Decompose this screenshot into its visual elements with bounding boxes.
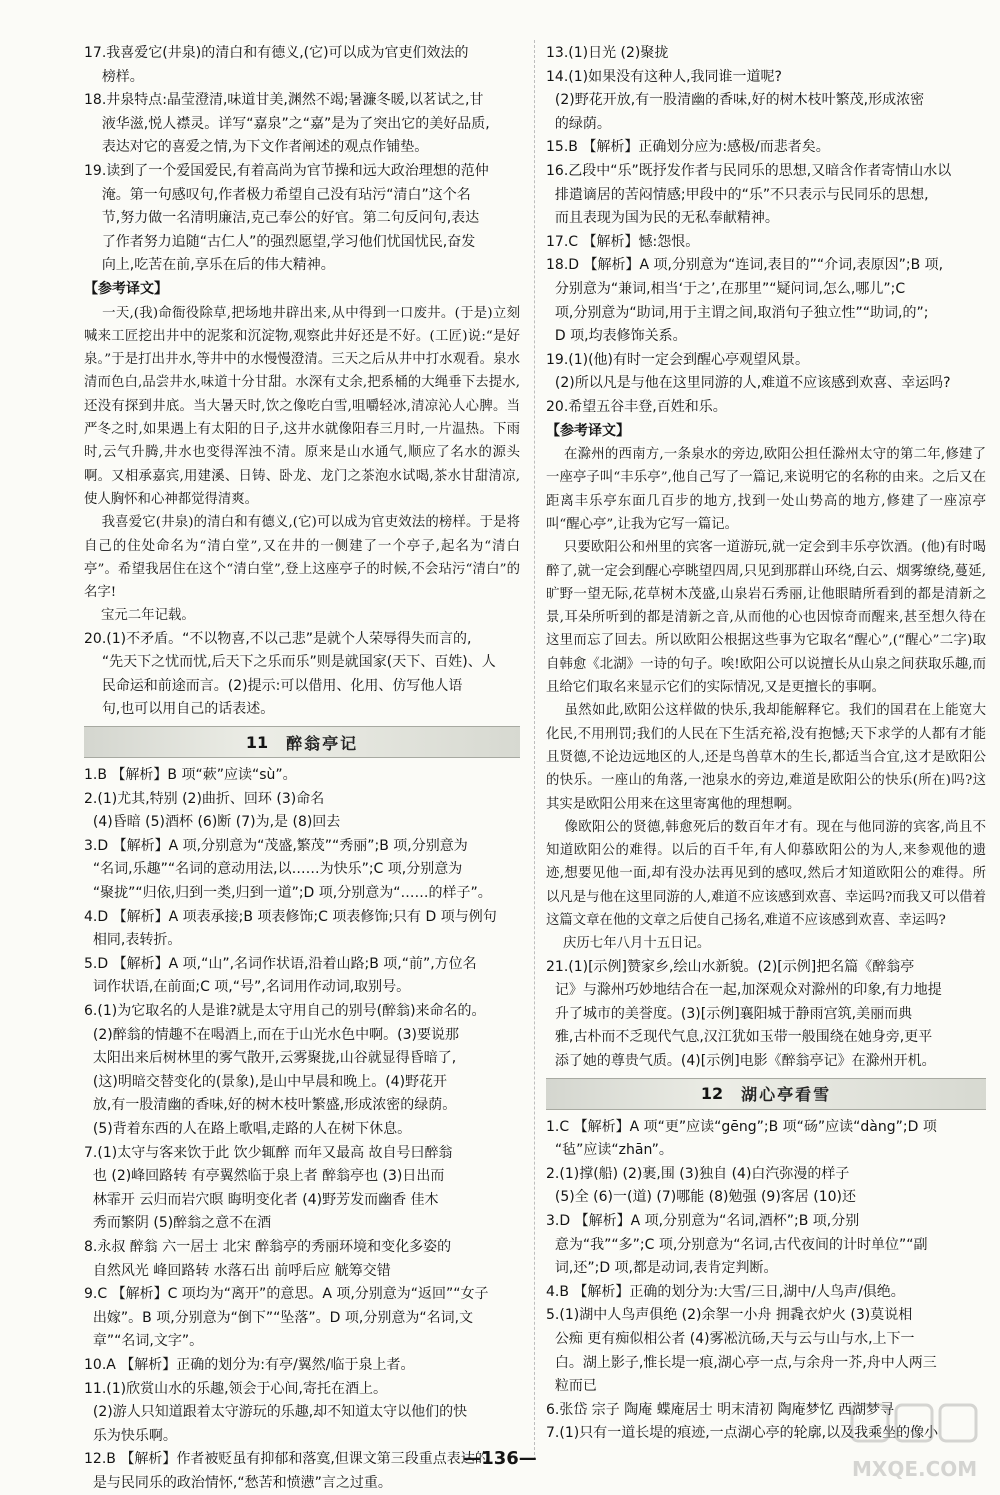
answer-20: 20.(1)不矛盾。“不以物喜,不以己悲”是就个人荣辱得失而言的, “先天下之忧而忧,后天下之乐而乐”则是就国家(天下、百姓)、人 民命运和前途而言。(2)提示:可以借用、化用、仿写他人语 句,也可以用自己的话表述。 [84,630,496,718]
section-header-11 [84,726,520,758]
column-divider [534,40,535,1460]
section-number: 12 [700,1084,724,1104]
right-column [546,42,986,1446]
answers-section-12: 1.C 【解析】A 项“更”应读“gēng”;B 项“砀”应读“dàng”;D 项 “毡”应读“zhān”。 2.(1)撑(船) (2)裹,围 (3)独自 (4)白汽弥漫的样子 (5)全 (6)一(道) (7)哪能 (8)勉强 (9)客居 (10)还 3.D 【解析】A 项,分别意为“名词,酒杯”;B 项,分别 意为“我”“多”;C 项,分别意为“名词,古代夜间的计时单位”“副 词,还”;D 项,都是动词,表肯定判断。 4.B 【解析】正确的划分为:大雪/三日,湖中/人鸟声/俱绝。 5.(1)湖中人鸟声俱绝 (2)余挐一小舟 拥毳衣炉火 (3)莫说相 公痴 更有痴似相公者 (4)雾凇沆砀,天与云与山与水,上下一 白。湖上影子,惟长堤一痕,湖心亭一点,与余舟一芥,舟中人两三 粒而已 6.张岱 宗子 陶庵 蝶庵居士 明末清初 陶庵梦忆 西湖梦寻 7.(1)只有一道长堤的痕迹,一点湖心亭的轮廓,以及我乘坐的像小 [546,1118,939,1442]
reference-translation-text: 一天,(我)命衙役除草,把场地井辟出来,从中得到一口废井。(于是)立刻喊来工匠挖出井中的泥浆和沉淀物,观察此井好还是不好。(工匠)说:“是好泉。”于是打出井水,等井中的水慢慢澄清。三天之后从井中打水观看。泉水清而色白,品尝井水,味道十分甘甜。水深有丈余,把系桶的大绳垂下去提水,还没有探到井底。当大暑天时,饮之像吃白雪,咀嚼轻冰,清凉沁人心脾。当严冬之时,如果遇上有太阳的日子,这井水就像阳春三月时,一片温热。下雨时,云气升腾,井水也变得浑浊不清。原来是山水通气,顺应了名水的源头啊。又相承嘉宾,用建溪、日铸、卧龙、龙门之茶泡水试喝,茶水甘甜清凉,使人胸怀和心神都觉得清爽。 我喜爱它(井泉)的清白和有德义,(它)可以成为官吏效法的榜样。于是将自己的住处命名为“清白堂”,又在井的一侧建了一个亭子,起名为“清白亭”。希望我居住在这个“清白堂”,登上这座亭子的时候,不会玷污“清白”的名字! 宝元二年记载。 [84,305,520,624]
answer-21: 21.(1)[示例]赞家乡,绘山水新貌。(2)[示例]把名篇《醉翁亭 记》与滁州巧妙地结合在一起,加深观众对滁州的印象,有力地提 升了城市的美誉度。(3)[示例]襄阳城于静雨宫筑,美丽而典 雅,古朴而不乏现代气息,汉江犹如玉带一般围绕在她身旁,更平 添了她的尊贵气质。(4)[示例]电影《醉翁亭记》在滁州开机。 [546,958,942,1069]
page-number: —136— [463,1448,537,1469]
section-title: 湖心亭看雪 [741,1085,832,1105]
answers-13-20: 13.(1)日光 (2)聚拢 14.(1)如果没有这种人,我同谁一道呢? (2)野花开放,有一股清幽的香味,好的树木枝叶繁茂,形成浓密 的绿荫。 15.B 【解析】正确划分应为:感极/而悲者矣。 16.乙段中“乐”既抒发作者与民同乐的思想,又暗含作者寄情山水以 排遣谪居的苦闷情感;甲段中的“乐”不只表示与民同乐的思想, 而且表现为国为民的无私奉献精神。 17.C 【解析】憾:怨恨。 18.D 【解析】A 项,分别意为“连词,表目的”“介词,表原因”;B 项, 分别意为“兼词,相当‘于之’,在那里”“疑问词,怎么,哪儿”;C 项,分别意为“助词,用于主谓之间,取消句子独立性”“助词,的”; D 项,均表修饰关系。 19.(1)(他)有时一定会到醒心亭观望风景。 (2)所以凡是与他在这里同游的人,难道不应该感到欢喜、幸运吗? 20.希望五谷丰登,百姓和乐。 [546,45,952,415]
section-header-12 [546,1078,986,1110]
watermark-text: MXQE.COM [852,1457,978,1481]
reference-translation-text: 在滁州的西南方,一条泉水的旁边,欧阳公担任滁州太守的第二年,修建了一座亭子叫“丰乐亭”,他自己写了一篇记,来说明它的名称的由来。之后又在距离丰乐亭东面几百步的地方,找到一处山势高的地方,修建了一座凉亭叫“醒心亭”,让我为它写一篇记。 只要欧阳公和州里的宾客一道游玩,就一定会到丰乐亭饮酒。(他)有时喝醉了,就一定会到醒心亭眺望四周,只见到那群山环绕,白云、烟雾缭绕,蔓延,旷野一望无际,花草树木茂盛,山泉岩石秀丽,让他眼睛所看到的都是清新之景,耳朵所听到的都是清新之音,从而他的心也因惊奇而醒来,甚至想久待在这里而忘了回去。所以欧阳公根据这些事为它取名“醒心”,(“醒心”二字)取自韩愈《北湖》一诗的句子。唉!欧阳公可以说擅长从山泉之间获取乐趣,而且给它们取名来显示它们的实际情况,又是更擅长的事啊。 虽然如此,欧阳公这样做的快乐,我却能解释它。我们的国君在上能宽大化民,不用刑罚;我们的人民在下生活充裕,没有抱憾;天下求学的人都有才能且贤德,不论边远地区的人,还是鸟兽草木的生长,都适当合宜,这才是欧阳公的快乐。一座山的角落,一池泉水的旁边,难道是欧阳公的快乐(所在)吗?这其实是欧阳公用来在这里寄寓他的理想啊。 像欧阳公的贤德,韩愈死后的数百年才有。现在与他同游的宾客,尚且不知道欧阳公的难得。以后的百千年,有人仰慕欧阳公的为人,来参观他的遗迹,想要见他一面,却有没办法再见到的感叹,然后才知道欧阳公的难得。所以凡是与他在这里同游的人,难道不应该感到欢喜、幸运吗?而我又可以借着这篇文章在他的文章之后使自己扬名,难道不应该感到欢喜、幸运吗? 庆历七年八月十五日记。 [546,447,987,952]
section-title: 醉翁亭记 [286,733,359,753]
left-column [84,42,520,1495]
reference-translation-heading: 【参考译文】 [546,422,630,439]
watermark-logo [846,1399,986,1483]
watermark-graphic [846,1399,986,1459]
answers-section-11: 1.B 【解析】B 项“蔌”应读“sù”。 2.(1)尤其,特别 (2)曲折、回环 (3)命名 (4)昏暗 (5)酒杯 (6)断 (7)为,是 (8)回去 3.D 【解析】A 项,分别意为“茂盛,繁茂”“秀丽”;B 项,分别意为 “名词,乐趣”“名词的意动用法,以……为快乐”;C 项,分别意为 “聚拢”“归依,归到一类,归到一道”;D 项,分别意为“……的样子”。 4.D 【解析】A 项表承接;B 项表修饰;C 项表修饰;只有 D 项与例句 相同,表转折。 5.D 【解析】A 项,“山”,名词作状语,沿着山路;B 项,“前”,方位名 词作状语,在前面;C 项,“号”,名词用作动词,取别号。 6.(1)为它取名的人是谁?就是太守用自己的别号(醉翁)来命名的。 (2)醉翁的情趣不在喝酒上,而在于山光水色中啊。(3)要说那 太阳出来后树林里的雾气散开,云雾聚拢,山谷就显得昏暗了, (这)明暗交替变化的(景象),是山中早晨和晚上。(4)野花开 放,有一股清幽的香味,好的树木枝叶繁盛,形成浓密的绿荫。 (5)背着东西的人在路上歌唱,走路的人在树下休息。 7.(1)太守与客来饮于此 饮少辄醉 而年又最高 故自号曰醉翁 也 (2)峰回路转 有亭翼然临于泉上者 醉翁亭也 (3)日出而 林霏开 云归而岩穴暝 晦明变化者 (4)野芳发而幽香 佳木 秀而繁阴 (5)醉翁之意不在酒 8.永叔 醉翁 六一居士 北宋 醉翁亭的秀丽环境和变化多姿的 自然风光 峰回路转 水落石出 前呼后应 觥筹交错 9.C 【解析】C 项均为“离开”的意思。A 项,分别意为“返回”“女子 出嫁”。B 项,分别意为“倒下”“坠落”。D 项,分别意为“名词,文 章”“名词,文字”。 10.A 【解析】正确的划分为:有亭/翼然/临于泉上者。 11.(1)欣赏山水的乐趣,领会于心间,寄托在酒上。 (2)游人只知道跟着太守游玩的乐趣,却不知道太守以他们的快 乐为快乐啊。 12.B 【解析】作者被贬虽有抑郁和落寞,但课文第三段重点表达的 是与民同乐的政治情怀,“愁苦和愤懑”言之过重。 [84,767,497,1491]
reference-translation-heading: 【参考译文】 [84,280,168,297]
section-number: 11 [245,732,269,752]
answers-17-19: 17.我喜爱它(井泉)的清白和有德义,(它)可以成为官吏们效法的 榜样。 18.井泉特点:晶莹澄清,味道甘美,渊然不竭;暑濂冬暖,以茗试之,甘 液华滋,悦人襟灵。详写“嘉泉”之“嘉”是为了突出它的美好品质, 表达对它的喜爱之情,为下文作者阐述的观点作铺垫。 19.读到了一个爱国爱民,有着高尚为官节操和远大政治理想的范仲 淹。第一句感叹句,作者极力希望自己没有玷污“清白”这个名 节,努力做一名清明廉洁,克己奉公的好官。第二句反问句,表达 了作者努力追随“古仁人”的强烈愿望,学习他们忧国忧民,奋发 向上,吃苦在前,享乐在后的伟大精神。 [84,45,490,274]
